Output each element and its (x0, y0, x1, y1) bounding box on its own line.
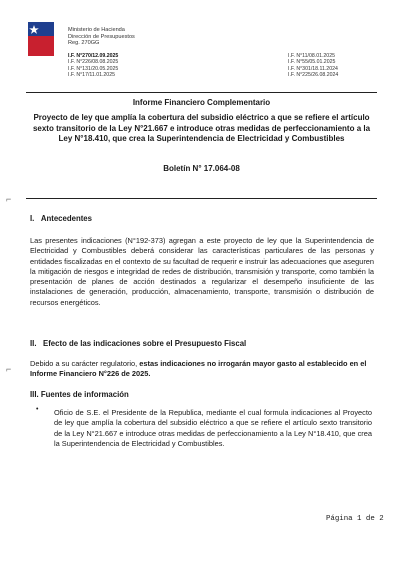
section-number: II. (30, 339, 37, 348)
section-title: Efecto de las indicaciones sobre el Presupuesto Fiscal (43, 339, 247, 348)
section-heading-efecto (30, 339, 246, 348)
section-number: III. (30, 390, 39, 399)
boletin-number: Boletín N° 17.064-08 (163, 164, 240, 173)
antecedentes-paragraph: Las presentes indicaciones (N°192-373) agregan a este proyecto de ley que la Superintendencia de Electricidad y Combustibles deberá considerar las características particulares de las personas y entidades fiscalizadas en el contexto de su facultad de requerir e instruir las adecuaciones que aseguren la mitigación de riesgos e integridad de redes de distribución, transmisión y transporte, como también la presentación de planes de acción destinados a regularizar el desempeño insuficiente de las instalaciones de generación, producción, almacenamiento, transporte, transmisión o distribución de recursos energéticos. (30, 236, 374, 307)
references-left (68, 53, 118, 79)
reference-item: I.F. N°226/08.08.2025 (68, 59, 119, 66)
reference-item: I.F. N°225/26.08.2024 (288, 72, 339, 79)
government-logo (28, 22, 54, 56)
efecto-text: Debido a su carácter regulatorio, (30, 359, 140, 368)
bullet-icon: • (36, 406, 39, 413)
ministry-block (68, 27, 135, 47)
references-right (288, 53, 338, 79)
section-title: Fuentes de información (40, 390, 129, 399)
ministry-line: Reg. 270GG (68, 40, 100, 47)
reference-item: I.F. N°270/12.09.2025 (68, 53, 119, 59)
ministry-line: Ministerio de Hacienda (68, 27, 125, 33)
bill-title: Proyecto de ley que amplía la cobertura del subsidio eléctrico a que se refiere el artículo sexto transitorio de la Ley N°21.667 e introduce otras medidas de perfeccionamiento a la Ley N°18.410, que crea la Superintendencia de Electricidad y Combustibles (32, 113, 371, 143)
page-number: Página 1 de 2 (326, 515, 384, 523)
margin-mark: ⌐ (6, 364, 12, 374)
ministry-line: Dirección de Presupuestos (68, 33, 135, 40)
section-heading-fuentes (30, 390, 129, 399)
reference-item: I.F. N°301/18.11.2024 (288, 65, 338, 72)
margin-mark: ⌐ (6, 194, 12, 204)
efecto-text-bold: estas indicaciones no irrogarán mayor gasto al establecido en el Informe Financiero N°226 de 2025. (30, 359, 367, 379)
reference-item: I.F. N°17/11.01.2025 (68, 72, 115, 79)
report-title: Informe Financiero Complementario (132, 98, 271, 107)
reference-item: I.F. N°131/20.05.2025 (68, 65, 119, 72)
efecto-paragraph (30, 359, 374, 380)
reference-item: I.F. N°55/05.01.2025 (288, 59, 336, 66)
section-heading-antecedentes (30, 214, 92, 223)
section-number: I. (30, 214, 35, 223)
reference-item: I.F. N°11/08.01.2025 (288, 53, 335, 59)
title-box (26, 92, 377, 199)
section-title: Antecedentes (40, 214, 92, 223)
fuentes-paragraph: Oficio de S.E. el Presidente de la Republica, mediante el cual formula indicaciones al Proyecto de ley que amplía la cobertura del subsidio eléctrico a que se refiere el artículo sexto transitorio de la Ley N°21.667 e introduce otras medidas de perfeccionamiento a la Ley N°18.410, que crea la Superintendencia de Electricidad y Combustibles. (54, 408, 372, 448)
